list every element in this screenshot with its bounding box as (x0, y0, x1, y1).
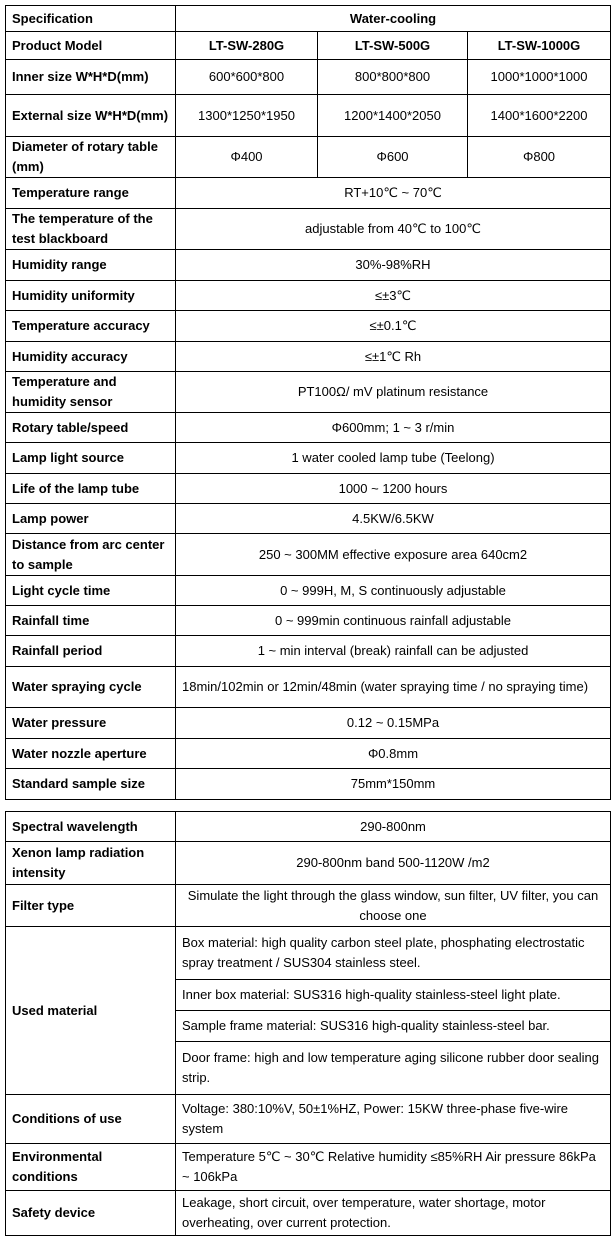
row-value: Voltage: 380:10%V, 50±1%HZ, Power: 15KW three-phase five-wire system (176, 1095, 611, 1144)
table-row (6, 667, 611, 708)
row-value: 1300*1250*1950 (176, 95, 318, 137)
row-label: Lamp light source (6, 443, 176, 474)
row-label: Diameter of rotary table (mm) (6, 137, 176, 178)
row-value: Temperature 5℃ ~ 30℃ Relative humidity ≤85%RH Air pressure 86kPa ~ 106kPa (176, 1144, 611, 1191)
row-label: Water pressure (6, 708, 176, 739)
row-value: 30%-98%RH (176, 250, 611, 281)
row-label: Rainfall time (6, 606, 176, 636)
row-value: 1000 ~ 1200 hours (176, 474, 611, 504)
table-row (6, 1191, 611, 1236)
row-label: Life of the lamp tube (6, 474, 176, 504)
row-value: 1400*1600*2200 (468, 95, 611, 137)
row-value: 0 ~ 999min continuous rainfall adjustable (176, 606, 611, 636)
product-model-row (6, 32, 611, 60)
row-label: Humidity range (6, 250, 176, 281)
row-value: 0.12 ~ 0.15MPa (176, 708, 611, 739)
row-value: RT+10℃ ~ 70℃ (176, 178, 611, 209)
row-label: Lamp power (6, 504, 176, 534)
table-row (6, 708, 611, 739)
row-value: adjustable from 40℃ to 100℃ (176, 209, 611, 250)
row-value: 800*800*800 (318, 60, 468, 95)
row-value: Simulate the light through the glass window, sun filter, UV filter, you can choose one (176, 885, 611, 927)
row-label: Water spraying cycle (6, 667, 176, 708)
table-row (6, 342, 611, 372)
row-value: 290-800nm band 500-1120W /m2 (176, 842, 611, 885)
table-row (6, 1095, 611, 1144)
row-value: Φ600mm; 1 ~ 3 r/min (176, 413, 611, 443)
table-row (6, 95, 611, 137)
material-item: Sample frame material: SUS316 high-quality stainless-steel bar. (176, 1011, 611, 1042)
row-label: Xenon lamp radiation intensity (6, 842, 176, 885)
table-row (6, 311, 611, 342)
table-row (6, 281, 611, 311)
row-value: ≤±0.1℃ (176, 311, 611, 342)
row-label: Rainfall period (6, 636, 176, 667)
table-row (6, 739, 611, 769)
row-value: 290-800nm (176, 812, 611, 842)
row-label: Spectral wavelength (6, 812, 176, 842)
table-row (6, 250, 611, 281)
row-label: Distance from arc center to sample (6, 534, 176, 576)
table-row (6, 812, 611, 842)
table-row (6, 413, 611, 443)
table-row (6, 842, 611, 885)
model-name: LT-SW-1000G (468, 32, 611, 60)
row-value: 1 ~ min interval (break) rainfall can be adjusted (176, 636, 611, 667)
table-row (6, 885, 611, 927)
row-label: Used material (6, 927, 176, 1095)
header-row (6, 6, 611, 32)
row-label: Water nozzle aperture (6, 739, 176, 769)
additional-spec-table (5, 811, 611, 1236)
row-label: Humidity uniformity (6, 281, 176, 311)
row-label: Safety device (6, 1191, 176, 1236)
table-row (6, 606, 611, 636)
row-label: Product Model (6, 32, 176, 60)
row-value: Φ800 (468, 137, 611, 178)
row-label: Inner size W*H*D(mm) (6, 60, 176, 95)
table-row (6, 636, 611, 667)
row-label: Light cycle time (6, 576, 176, 606)
row-label: Temperature accuracy (6, 311, 176, 342)
table-row (6, 769, 611, 800)
model-name: LT-SW-500G (318, 32, 468, 60)
table-row (6, 576, 611, 606)
row-value: 600*600*800 (176, 60, 318, 95)
row-value: Φ400 (176, 137, 318, 178)
table-row (6, 137, 611, 178)
specification-table (5, 5, 611, 800)
row-value: PT100Ω/ mV platinum resistance (176, 372, 611, 413)
row-value: Φ600 (318, 137, 468, 178)
table-row (6, 209, 611, 250)
table-row (6, 927, 611, 980)
row-value: 250 ~ 300MM effective exposure area 640cm2 (176, 534, 611, 576)
row-value: Φ0.8mm (176, 739, 611, 769)
row-value: 0 ~ 999H, M, S continuously adjustable (176, 576, 611, 606)
cooling-type-header: Water-cooling (176, 6, 611, 32)
row-label: Conditions of use (6, 1095, 176, 1144)
row-label: Temperature range (6, 178, 176, 209)
row-value: 75mm*150mm (176, 769, 611, 800)
row-value: 1200*1400*2050 (318, 95, 468, 137)
row-label: Temperature and humidity sensor (6, 372, 176, 413)
model-name: LT-SW-280G (176, 32, 318, 60)
table-row (6, 60, 611, 95)
material-item: Box material: high quality carbon steel plate, phosphating electrostatic spray treatment / SUS304 stainless steel. (176, 927, 611, 980)
table-row (6, 443, 611, 474)
material-item: Inner box material: SUS316 high-quality stainless-steel light plate. (176, 980, 611, 1011)
row-value: ≤±3℃ (176, 281, 611, 311)
row-label: External size W*H*D(mm) (6, 95, 176, 137)
row-label: Standard sample size (6, 769, 176, 800)
table-row (6, 1144, 611, 1191)
table-row (6, 372, 611, 413)
specification-header: Specification (6, 6, 176, 32)
row-value: 1000*1000*1000 (468, 60, 611, 95)
row-value: 18min/102min or 12min/48min (water spraying time / no spraying time) (176, 667, 611, 708)
row-value: 1 water cooled lamp tube (Teelong) (176, 443, 611, 474)
row-label: Filter type (6, 885, 176, 927)
table-row (6, 178, 611, 209)
row-value: Leakage, short circuit, over temperature, water shortage, motor overheating, over current protection. (176, 1191, 611, 1236)
row-label: Humidity accuracy (6, 342, 176, 372)
material-item: Door frame: high and low temperature aging silicone rubber door sealing strip. (176, 1042, 611, 1095)
row-label: Environmental conditions (6, 1144, 176, 1191)
table-row (6, 504, 611, 534)
row-value: 4.5KW/6.5KW (176, 504, 611, 534)
table-row (6, 474, 611, 504)
row-value: ≤±1℃ Rh (176, 342, 611, 372)
row-label: The temperature of the test blackboard (6, 209, 176, 250)
table-row (6, 534, 611, 576)
row-label: Rotary table/speed (6, 413, 176, 443)
